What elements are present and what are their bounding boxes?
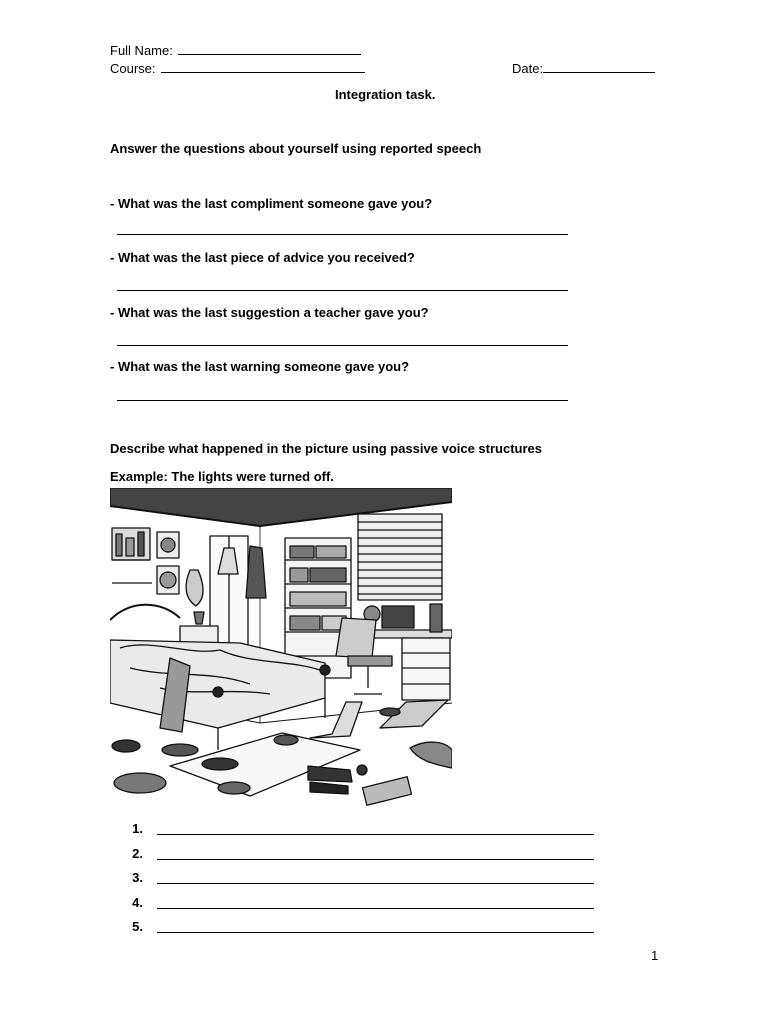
section1-instruction: Answer the questions about yourself using reported speech [110, 141, 482, 156]
list-answer-line-1[interactable] [157, 834, 594, 835]
list-answer-line-3[interactable] [157, 883, 594, 884]
example-sentence: Example: The lights were turned off. [110, 469, 334, 484]
list-item-number-5: 5. [132, 919, 143, 934]
section2-instruction: Describe what happened in the picture using passive voice structures [110, 441, 543, 456]
answer-line-4[interactable] [117, 400, 568, 401]
page-title: Integration task. [335, 87, 436, 102]
list-item-number-3: 3. [132, 870, 143, 885]
full-name-label: Full Name: [110, 43, 173, 58]
answer-line-3[interactable] [117, 345, 568, 346]
course-field[interactable] [110, 60, 365, 77]
course-label: Course: [110, 61, 156, 76]
list-answer-line-4[interactable] [157, 908, 594, 909]
question-3: - What was the last suggestion a teacher gave you? [110, 305, 429, 320]
full-name-field[interactable] [110, 42, 361, 59]
question-1: - What was the last compliment someone gave you? [110, 196, 433, 211]
date-label: Date: [512, 61, 544, 76]
list-answer-line-2[interactable] [157, 859, 594, 860]
course-blank[interactable] [161, 60, 365, 73]
list-item-number-2: 2. [132, 846, 143, 861]
question-2: - What was the last piece of advice you received? [110, 250, 415, 265]
question-4: - What was the last warning someone gave you? [110, 359, 410, 374]
answer-line-1[interactable] [117, 234, 568, 235]
full-name-blank[interactable] [178, 42, 361, 55]
list-item-number-4: 4. [132, 895, 143, 910]
answer-line-2[interactable] [117, 290, 568, 291]
list-item-number-1: 1. [132, 821, 143, 836]
list-answer-line-5[interactable] [157, 932, 594, 933]
page-number: 1 [651, 948, 659, 963]
messy-bedroom-illustration [110, 488, 452, 808]
date-blank[interactable] [543, 60, 655, 73]
date-field[interactable] [512, 60, 655, 77]
